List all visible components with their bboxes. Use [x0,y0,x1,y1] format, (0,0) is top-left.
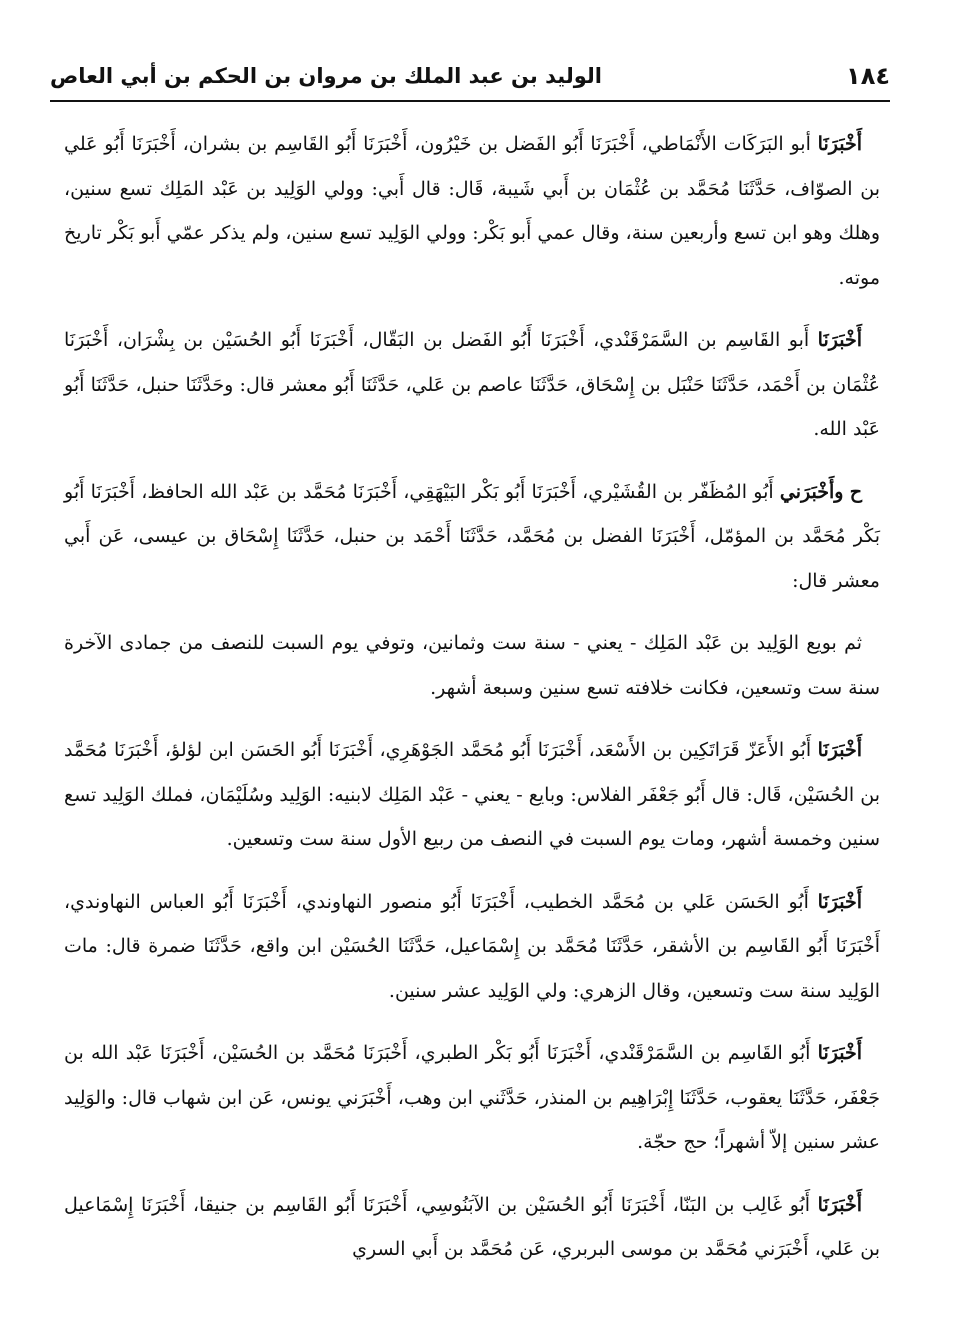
paragraph-6 [64,880,880,1014]
paragraph-lead: أَخْبَرَنَا [817,133,862,155]
paragraph-text: أَبُو المُظَفّر بن القُشَيْري، أَخْبَرَنَا أَبُو بَكْر البَيْهَقِي، أَخْبَرَنَا مُحَمَّد بن عَبْد الله الحافظ، أَخْبَرَنَا أَبُو بَكْر مُحَمَّد بن المؤمّل، أَخْبَرَنَا الفضل بن مُحَمَّد، حَدَّثَنَا أَحْمَد بن حنبل، حَدَّثَنَا إِسْحَاق بن عيسى، عَن أَبي معشر قال: [64,480,880,592]
paragraph-lead: أَخْبَرَنَا [817,1193,862,1216]
paragraph-1 [64,122,880,300]
paragraph-text: أَبُو الحَسَن عَلي بن مُحَمَّد الخطيب، أَخْبَرَنَا أَبُو منصور النهاوندي، أَخْبَرَنَا أَبُو العباس النهاوندي، أَخْبَرَنَا أَبُو القَاسِم بن الأشقر، حَدَّثَنَا مُحَمَّد بن إِسْمَاعيل، حَدَّثَنَا الحُسَيْن ابن واقع، حَدَّثَنَا ضمرة قال: مات الوَلِيد سنة ست وتسعين، وقال الزهري: ولي الوَلِيد عشر سنين. [64,890,880,1002]
header-divider [50,100,890,102]
page-number: ١٨٤ [846,62,890,90]
paragraph-2 [64,318,880,452]
body-text [64,122,880,1272]
paragraph-lead: وأَخْبَرَني [779,480,844,503]
page-header [50,52,890,100]
paragraph-text: ثم بويع الوَلِيد بن عَبْد المَلِك - يعني - سنة ست وثمانين، وتوفي يوم السبت للنصف من جمادى الآخرة سنة ست وتسعين، فكانت خلافته تسع سنين وسبعة أشهر. [64,632,880,699]
paragraph-lead: أَخْبَرَنَا [817,329,862,351]
paragraph-text: أَبُو غَالِب بن البَنّا، أَخْبَرَنَا أَبُو الحُسَيْن بن الآبَنُوسِي، أَخْبَرَنَا أَبُو القَاسِم بن جنيقا، أَخْبَرَنَا إِسْمَاعيل بن عَلي، أَخْبَرَني مُحَمَّد بن موسى البربري، عَن مُحَمَّد بن أَبي السري [64,1193,880,1260]
paragraph-8 [64,1183,880,1272]
paragraph-text: أَبُو الأَعَزّ قَرَاتَكِين بن الأَسْعَد، أَخْبَرَنَا أَبُو مُحَمَّد الجَوْهَرِي، أَخْبَرَنَا أَبُو الحَسَن ابن لؤلؤ، أَخْبَرَنَا مُحَمَّد بن الحُسَيْن، قَال: قال أَبُو جَعْفَر الفلاس: وبايع - يعني - عَبْد المَلِك لابنيه: الوَلِيد وسُلَيْمَان، فملك الوَلِيد تسع سنين وخمسة أشهر، ومات يوم السبت في النصف من ربيع الأول سنة ست وتسعين. [64,739,880,850]
paragraph-lead: أَخْبَرَنَا [817,1042,862,1064]
paragraph-lead: أَخْبَرَنَا [817,739,862,761]
paragraph-text: أَبو القَاسِم بن السَّمَرْقَنْدي، أَخْبَرَنَا أَبُو الفَضل بن البَقّال، أَخْبَرَنَا أَبُو الحُسَيْن بن بِشْرَان، أَخْبَرَنَا عُثْمَان بن أَحْمَد، حَدَّثَنَا حَنْبَل بن إِسْحَاق، حَدَّثَنَا عاصم بن عَلي، حَدَّثَنَا أَبُو معشر قال: وحَدَّثَنَا حنبل، حَدَّثَنَا أَبُو عَبْد الله. [64,329,880,440]
running-title: الوليد بن عبد الملك بن مروان بن الحكم بن أبي العاص [50,64,602,88]
paragraph-text: أبو البَرَكَات الأَنْمَاطي، أَخْبَرَنَا أَبُو الفَضل بن خَيْرُون، أَخْبَرَنَا أَبُو القَاسِم بن بشران، أَخْبَرَنَا أَبُو عَلي بن الصوّاف، حَدَّثَنَا مُحَمَّد بن عُثْمَان بن أَبي شَيبة، قَال: قال أَبي: وولي الوَلِيد بن عَبْد المَلِك تسع سنين، وهلك وهو ابن تسع وأربعين سنة، وقال عمي أَبو بَكْر: وولي الوَلِيد تسع سنين، ولم يذكر عمّي أَبو بَكْر تاريخ موته. [64,133,880,289]
paragraph-3 [64,470,880,604]
paragraph-7 [64,1031,880,1165]
paragraph-4 [64,621,880,710]
paragraph-lead: أَخْبَرَنَا [817,890,862,913]
paragraph-marker: ح [849,480,862,503]
paragraph-text: أَبُو القَاسِم بن السَّمَرْقَنْدي، أَخْبَرَنَا أَبُو بَكْر الطبري، أَخْبَرَنَا مُحَمَّد بن الحُسَيْن، أَخْبَرَنَا عَبْد الله بن جَعْفَر، حَدَّثَنَا يعقوب، حَدَّثَنَا إِبْرَاهِيم بن المنذر، حَدَّثَني ابن وهب، أَخْبَرَني يونس، عَن ابن شهاب قال: والوَلِيد عشر سنين إلاّ أشهراً؛ حج حجّة. [64,1042,880,1153]
paragraph-5 [64,728,880,862]
